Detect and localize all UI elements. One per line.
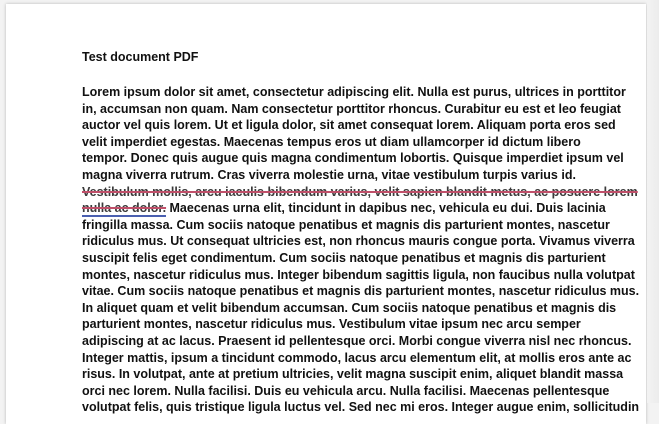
text-line: orci nec lorem. Nulla facilisi. Duis eu vehicula arcu. Nulla facilisi. Maecenas pellentesque: [82, 383, 610, 398]
strikethrough-text-end[interactable]: nulla ac dolor.: [82, 201, 167, 216]
text-line: fringilla massa. Cum sociis natoque penatibus et magnis dis parturient montes, nascetur: [82, 217, 610, 232]
text-line: Integer mattis, ipsum a tincidunt commodo, lacus arcu elementum elit, at mollis eros ante ac: [82, 350, 632, 365]
document-title: Test document PDF: [82, 50, 199, 64]
text-line: montes, nascetur ridiculus mus. Integer bibendum sagittis ligula, non faucibus nulla volutpat: [82, 267, 635, 282]
text-line: In aliquet quam et velit bibendum accumsan. Cum sociis natoque penatibus et magnis dis: [82, 300, 617, 315]
pdf-page: [6, 4, 646, 424]
text-after-strikethrough: Maecenas urna elit, tincidunt in dapibus nec, vehicula eu dui. Duis lacinia: [166, 201, 606, 216]
text-line: velit imperdiet egestas. Maecenas tempus eros ut diam ullamcorper id dictum libero: [82, 134, 581, 149]
text-line: volutpat felis, quis tristique ligula luctus vel. Sed nec mi eros. Integer augue enim, sollicitudin: [82, 400, 640, 415]
viewer-edge: [647, 0, 659, 403]
text-line: ridiculus mus. Ut consequat ultricies est, non rhoncus mauris congue porta. Vivamus viverra: [82, 234, 635, 249]
text-line: suscipit felis eget condimentum. Cum sociis natoque penatibus et magnis dis parturient: [82, 250, 606, 265]
strikethrough-annotation-line[interactable]: [82, 184, 638, 201]
title-spacer: [82, 66, 602, 84]
text-line: magna viverra rutrum. Cras viverra molestie urna, vitae vestibulum turpis varius id.: [82, 167, 576, 182]
text-line: [82, 200, 606, 217]
text-line: auctor vel quis lorem. Ut et ligula dolor, sit amet consequat lorem. Aliquam porta eros sed: [82, 118, 616, 133]
text-line: in, accumsan non quam. Nam consectetur porttitor rhoncus. Curabitur eu est et leo feugiat: [82, 101, 621, 116]
strikethrough-text[interactable]: Vestibulum mollis, arcu iaculis bibendum varius, velit sapien blandit metus, ac posuere lorem: [82, 184, 638, 199]
text-line: adipiscing at ac lacus. Praesent id pellentesque orci. Morbi congue viverra nisl nec rhoncus.: [82, 333, 632, 348]
text-line: risus. In volutpat, ante at pretium ultricies, velit magna suscipit enim, aliquet blandit massa: [82, 367, 624, 382]
text-line: vitae. Cum sociis natoque penatibus et magnis dis parturient montes, nascetur ridiculus mus.: [82, 284, 640, 299]
document-body: [82, 48, 640, 416]
text-line: parturient montes, nascetur ridiculus mus. Vestibulum vitae ipsum nec arcu semper: [82, 317, 581, 332]
text-line: tempor. Donec quis augue quis magna condimentum lobortis. Quisque imperdiet ipsum vel: [82, 151, 624, 166]
text-line: Lorem ipsum dolor sit amet, consectetur adipiscing elit. Nulla est purus, ultrices in porttitor: [82, 85, 626, 99]
